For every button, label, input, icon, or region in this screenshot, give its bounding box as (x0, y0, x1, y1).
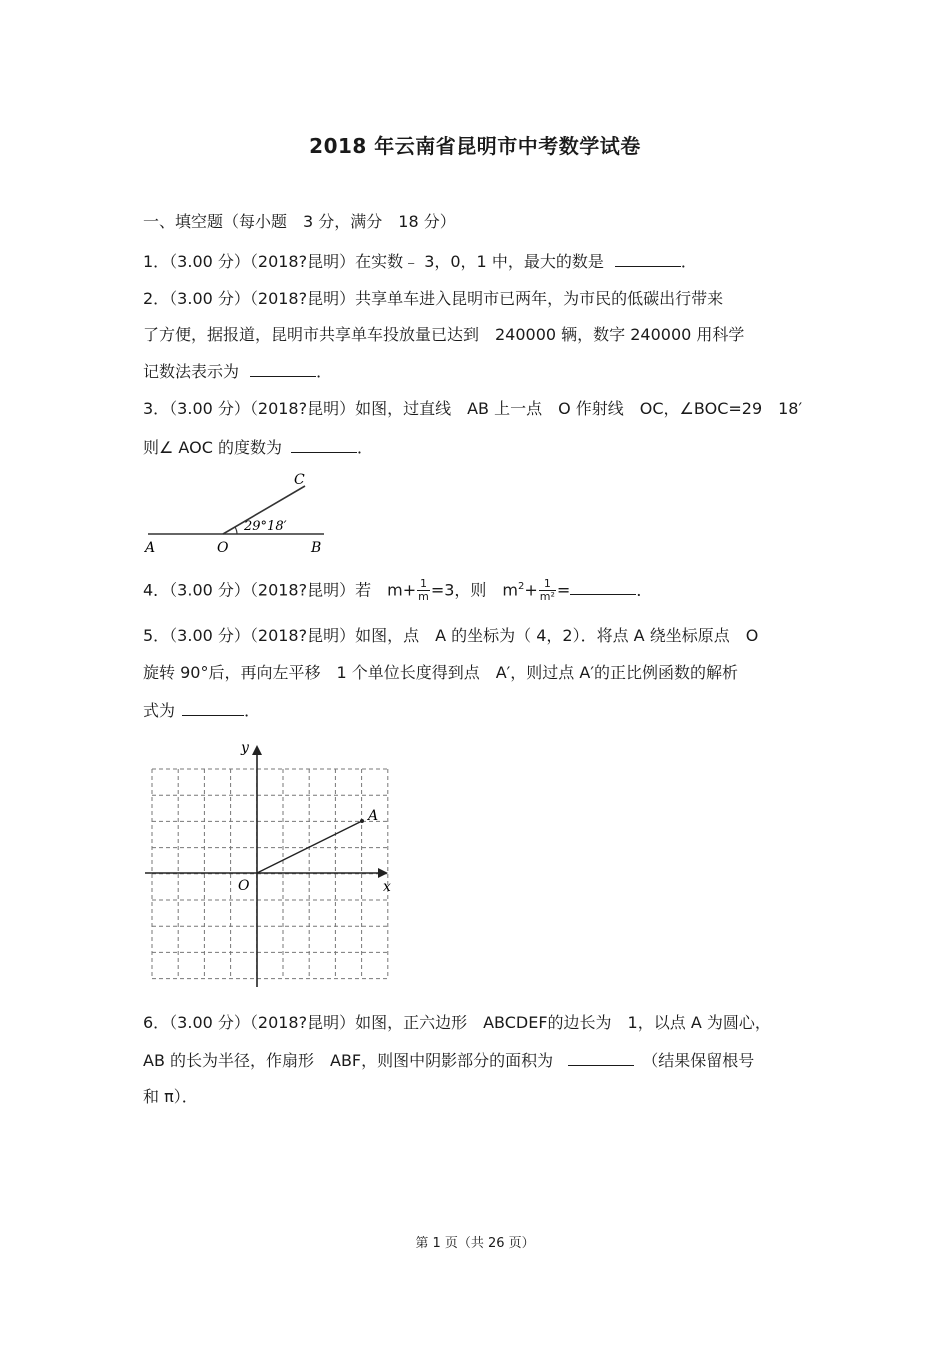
label-point-a: A (368, 808, 379, 824)
fraction-1-over-m (417, 578, 430, 603)
question-4-text: 4．（3.00 分）（2018?昆明）若 m+ (143, 580, 417, 600)
question-2-line-1: 2．（3.00 分）（2018?昆明）共享单车进入昆明市已两年，为市民的低碳出行带来 (143, 289, 724, 308)
question-5-text: 式为 (143, 701, 176, 720)
page-footer: 第 1 页（共 26 页） (415, 1236, 535, 1251)
label-a: A (145, 540, 156, 556)
answer-blank (570, 578, 636, 595)
angle-arc (235, 527, 237, 534)
question-3-end: ． (357, 438, 374, 457)
question-2-line-3 (143, 360, 332, 383)
question-6-line-2 (143, 1049, 754, 1072)
question-5-line-2: 旋转 90°后，再向左平移 1 个单位长度得到点 A′，则过点 A′的正比例函数的解析 (143, 663, 738, 682)
fraction-denominator: m (418, 590, 429, 604)
question-2-line-2: 了方便，据报道，昆明市共享单车投放量已达到 240000 辆，数字 240000 用科学 (143, 325, 745, 344)
question-2-end: ． (316, 362, 333, 381)
question-5-end: ． (244, 701, 261, 720)
fraction-denominator: m² (539, 590, 555, 604)
section-heading: 一、填空题（每小题 3 分，满分 18 分） (143, 212, 456, 231)
fraction-numerator: 1 (539, 578, 556, 591)
fraction-1-over-m-squared (539, 578, 556, 603)
point-a (360, 819, 364, 823)
answer-blank (291, 436, 357, 453)
question-5-line-3 (143, 699, 260, 722)
label-c: C (294, 472, 305, 488)
question-3-line-2 (143, 436, 373, 459)
question-3-line-1: 3．（3.00 分）（2018?昆明）如图，过直线 AB 上一点 O 作射线 OC，∠BOC=29 18′ (143, 399, 803, 418)
label-o: O (217, 540, 229, 556)
answer-blank (182, 699, 244, 716)
question-4-mid: =3，则 m (430, 580, 519, 600)
question-1-text: 1．（3.00 分）（2018?昆明）在实数﹣ 3，0，1 中，最大的数是 (143, 252, 604, 271)
label-y: y (241, 740, 249, 756)
question-6-text: AB 的长为半径，作扇形 ABF，则图中阴影部分的面积为 (143, 1051, 554, 1070)
question-5-line-1: 5．（3.00 分）（2018?昆明）如图，点 A 的坐标为（ 4，2）．将点 A 绕坐标原点 O (143, 626, 759, 645)
label-x: x (383, 879, 391, 895)
coordinate-grid-figure (140, 735, 400, 995)
question-6-note: （结果保留根号 (642, 1051, 755, 1070)
angle-figure (140, 466, 340, 560)
page-title: 2018 年云南省昆明市中考数学试卷 (309, 134, 641, 158)
plus-sign: + (524, 580, 538, 600)
fraction-numerator: 1 (417, 578, 430, 591)
question-6-line-1: 6．（3.00 分）（2018?昆明）如图，正六边形 ABCDEF的边长为 1，以点 A 为圆心， (143, 1013, 771, 1032)
equals-sign: = (556, 580, 571, 600)
question-4-end: ． (636, 580, 653, 600)
label-origin: O (238, 878, 250, 894)
question-4 (143, 574, 652, 603)
label-b: B (311, 540, 322, 556)
answer-blank (250, 360, 316, 377)
question-1-end: ． (680, 252, 697, 271)
angle-label: 29°18′ (244, 519, 287, 534)
x-axis-arrow (378, 868, 388, 878)
question-2-text: 记数法表示为 (143, 362, 240, 381)
question-1 (143, 250, 697, 273)
question-6-line-3: 和 π）． (143, 1087, 198, 1106)
exponent: 2 (518, 581, 525, 592)
answer-blank (568, 1049, 634, 1066)
answer-blank (615, 250, 681, 267)
y-axis-arrow (252, 745, 262, 755)
question-3-text: 则∠ AOC 的度数为 (143, 438, 282, 457)
